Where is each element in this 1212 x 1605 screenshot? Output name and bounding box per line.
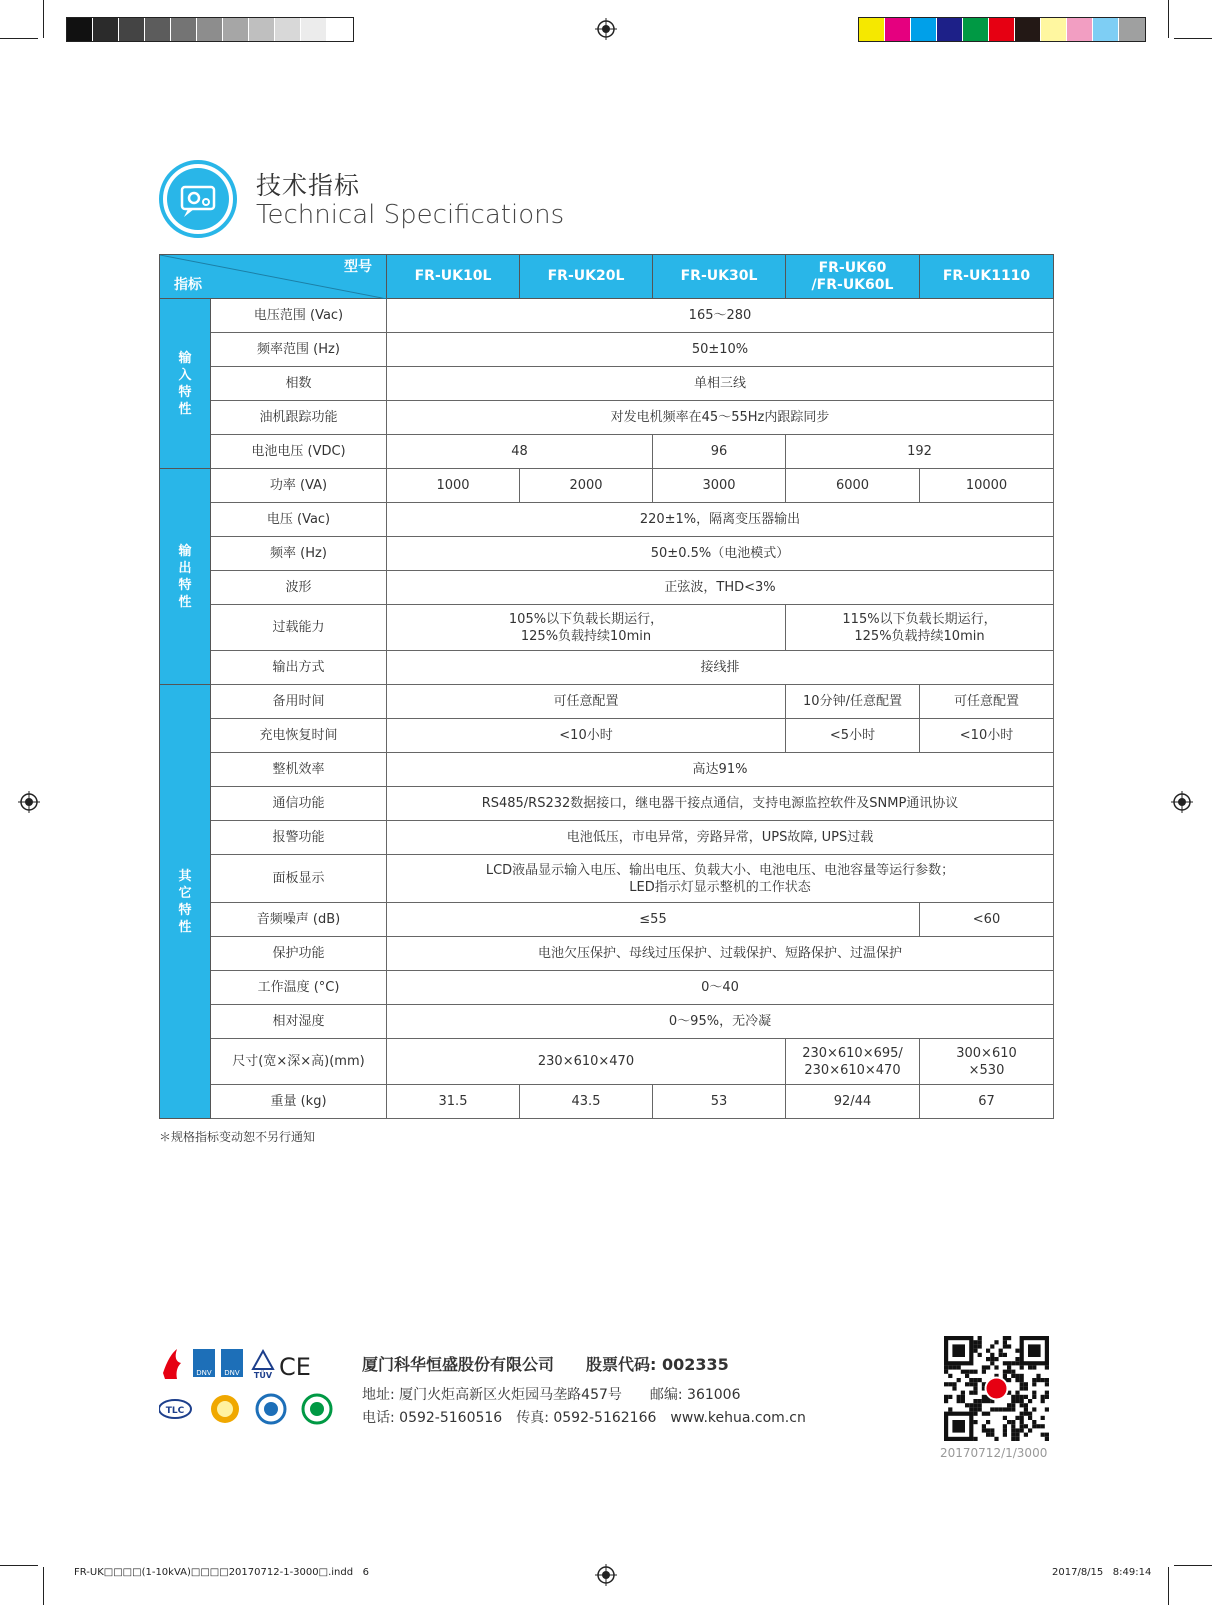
registration-mark-icon <box>1171 791 1193 813</box>
cell-value: 165～280 <box>387 299 1054 333</box>
cell-value: 10分钟/任意配置 <box>786 685 920 719</box>
cell-value: 2000 <box>520 469 653 503</box>
registration-mark-icon <box>18 791 40 813</box>
file-slug: FR-UK□□□□(1-10kVA)□□□□20170712-1-3000□.indd 6 <box>74 1567 369 1578</box>
color-swatch <box>885 18 911 41</box>
cell-value: 0～40 <box>387 971 1054 1005</box>
svg-text:DNV: DNV <box>224 1369 240 1377</box>
group-output-label: 输 出 特 性 <box>160 469 211 685</box>
table-row <box>160 651 1054 685</box>
color-swatch <box>963 18 989 41</box>
row-label: 功率 (VA) <box>211 469 387 503</box>
color-swatch <box>937 18 963 41</box>
dnv-logo-icon <box>193 1349 243 1377</box>
crop-mark <box>1174 38 1212 39</box>
group-other-label: 其 它 特 性 <box>160 685 211 1119</box>
color-swatch <box>1119 18 1145 41</box>
cell-value: 53 <box>653 1085 786 1119</box>
cell-value: 50±0.5%（电池模式） <box>387 537 1054 571</box>
tlc-logo-icon <box>159 1400 191 1418</box>
color-swatch <box>171 18 197 41</box>
row-label: 重量 (kg) <box>211 1085 387 1119</box>
cell-value: 单相三线 <box>387 367 1054 401</box>
green-seal-icon <box>303 1395 331 1423</box>
table-header-row <box>160 255 1054 299</box>
table-row <box>160 821 1054 855</box>
cell-value: 电池低压，市电异常，旁路异常，UPS故障, UPS过载 <box>387 821 1054 855</box>
registration-mark-icon <box>595 1564 617 1586</box>
quality-seal-icon <box>257 1395 285 1423</box>
cell-value: ≤55 <box>387 903 920 937</box>
cell-value: 105%以下负载长期运行， 125%负载持续10min <box>387 605 786 651</box>
row-label: 输出方式 <box>211 651 387 685</box>
svg-text:TLC: TLC <box>165 1406 185 1416</box>
svg-text:TÜV: TÜV <box>253 1371 273 1380</box>
cell-value: 3000 <box>653 469 786 503</box>
color-swatch <box>1067 18 1093 41</box>
cell-value: 92/44 <box>786 1085 920 1119</box>
table-row <box>160 571 1054 605</box>
grayscale-bar <box>66 17 354 42</box>
row-label: 音频噪声 (dB) <box>211 903 387 937</box>
table-row <box>160 469 1054 503</box>
row-label: 波形 <box>211 571 387 605</box>
row-label: 电压 (Vac) <box>211 503 387 537</box>
model-header: FR-UK10L <box>387 255 520 299</box>
crop-mark <box>1168 0 1169 38</box>
certification-logos <box>159 1345 339 1425</box>
cell-value: 220±1%，隔离变压器输出 <box>387 503 1054 537</box>
page-title: 技术指标 <box>256 171 361 200</box>
award-seal-icon <box>211 1395 239 1423</box>
cell-value: 230×610×470 <box>387 1039 786 1085</box>
row-label: 过载能力 <box>211 605 387 651</box>
color-swatch <box>301 18 327 41</box>
table-row <box>160 971 1054 1005</box>
color-swatch <box>327 18 353 41</box>
cell-value: 31.5 <box>387 1085 520 1119</box>
cell-value: 6000 <box>786 469 920 503</box>
color-swatch <box>859 18 885 41</box>
color-swatch <box>275 18 301 41</box>
cell-value: 50±10% <box>387 333 1054 367</box>
color-swatch <box>119 18 145 41</box>
cell-value: 正弦波，THD<3% <box>387 571 1054 605</box>
cell-value: 300×610 ×530 <box>920 1039 1054 1085</box>
cell-value: <5小时 <box>786 719 920 753</box>
color-swatch <box>249 18 275 41</box>
row-label: 整机效率 <box>211 753 387 787</box>
table-row <box>160 753 1054 787</box>
company-name: 厦门科华恒盛股份有限公司 股票代码: 002335 <box>362 1355 729 1374</box>
color-swatch <box>1015 18 1041 41</box>
table-row <box>160 333 1054 367</box>
color-swatch <box>197 18 223 41</box>
cell-value: RS485/RS232数据接口，继电器干接点通信，支持电源监控软件及SNMP通讯协议 <box>387 787 1054 821</box>
group-input-label: 输 入 特 性 <box>160 299 211 469</box>
table-row <box>160 401 1054 435</box>
row-label: 频率范围 (Hz) <box>211 333 387 367</box>
cell-value: LCD液晶显示输入电压、输出电压、负载大小、电池电压、电池容量等运行参数； LED指示灯显示整机的工作状态 <box>387 855 1054 903</box>
registration-mark-icon <box>595 18 617 40</box>
table-row <box>160 903 1054 937</box>
cell-value: 48 <box>387 435 653 469</box>
color-swatch <box>911 18 937 41</box>
row-label: 相对湿度 <box>211 1005 387 1039</box>
row-label: 报警功能 <box>211 821 387 855</box>
cell-value: <10小时 <box>920 719 1054 753</box>
row-label: 频率 (Hz) <box>211 537 387 571</box>
cell-value: 1000 <box>387 469 520 503</box>
crop-mark <box>1174 1565 1212 1566</box>
table-row <box>160 299 1054 333</box>
company-address: 地址: 厦门火炬高新区火炬园马垄路457号 邮编: 361006 <box>362 1387 741 1403</box>
cell-value: 电池欠压保护、母线过压保护、过载保护、短路保护、过温保护 <box>387 937 1054 971</box>
color-swatch <box>67 18 93 41</box>
corner-model-label: 型号 <box>344 259 372 275</box>
cell-value: 115%以下负载长期运行， 125%负载持续10min <box>786 605 1054 651</box>
cell-value: 对发电机频率在45～55Hz内跟踪同步 <box>387 401 1054 435</box>
row-label: 保护功能 <box>211 937 387 971</box>
table-row <box>160 605 1054 651</box>
color-swatch <box>93 18 119 41</box>
row-label: 电池电压 (VDC) <box>211 435 387 469</box>
row-label: 充电恢复时间 <box>211 719 387 753</box>
table-row <box>160 1085 1054 1119</box>
model-header: FR-UK20L <box>520 255 653 299</box>
color-swatch <box>1041 18 1067 41</box>
spec-table <box>159 254 1054 1119</box>
table-corner-cell <box>160 255 387 299</box>
table-row <box>160 719 1054 753</box>
row-label: 油机跟踪功能 <box>211 401 387 435</box>
cell-value: 230×610×695/ 230×610×470 <box>786 1039 920 1085</box>
cell-value: 0～95%，无冷凝 <box>387 1005 1054 1039</box>
table-row <box>160 503 1054 537</box>
crop-mark <box>0 1565 38 1566</box>
row-label: 相数 <box>211 367 387 401</box>
corner-index-label: 指标 <box>174 277 202 293</box>
cell-value: 43.5 <box>520 1085 653 1119</box>
row-label: 尺寸(宽×深×高)(mm) <box>211 1039 387 1085</box>
table-row <box>160 1039 1054 1085</box>
model-header: FR-UK60 /FR-UK60L <box>786 255 920 299</box>
table-row <box>160 787 1054 821</box>
company-contact: 电话: 0592-5160516 传真: 0592-5162166 www.kehua.com.cn <box>362 1410 806 1426</box>
color-swatch <box>1093 18 1119 41</box>
row-label: 面板显示 <box>211 855 387 903</box>
color-swatch <box>223 18 249 41</box>
date-slug: 2017/8/15 8:49:14 <box>1052 1567 1152 1578</box>
table-row <box>160 435 1054 469</box>
row-label: 备用时间 <box>211 685 387 719</box>
cell-value: 可任意配置 <box>387 685 786 719</box>
table-row <box>160 367 1054 401</box>
cell-value: 192 <box>786 435 1054 469</box>
color-swatch <box>989 18 1015 41</box>
color-swatch <box>145 18 171 41</box>
row-label: 电压范围 (Vac) <box>211 299 387 333</box>
cell-value: 67 <box>920 1085 1054 1119</box>
ce-logo-icon <box>279 1353 311 1381</box>
cell-value: 可任意配置 <box>920 685 1054 719</box>
cell-value: 10000 <box>920 469 1054 503</box>
cell-value: 高达91% <box>387 753 1054 787</box>
qr-code-icon <box>944 1336 1049 1441</box>
cell-value: 96 <box>653 435 786 469</box>
crop-mark <box>43 0 44 38</box>
row-label: 工作温度 (°C) <box>211 971 387 1005</box>
crop-mark <box>43 1567 44 1605</box>
cell-value: <10小时 <box>387 719 786 753</box>
crop-mark <box>0 38 38 39</box>
footnote: ＊规格指标变动恕不另行通知 <box>159 1130 316 1144</box>
color-bar <box>858 17 1146 42</box>
model-header: FR-UK1110 <box>920 255 1054 299</box>
table-row <box>160 685 1054 719</box>
svg-text:DNV: DNV <box>196 1369 212 1377</box>
flame-logo-icon <box>163 1349 181 1379</box>
table-row <box>160 937 1054 971</box>
tuv-logo-icon <box>253 1351 273 1380</box>
table-row <box>160 1005 1054 1039</box>
table-row <box>160 537 1054 571</box>
svg-text:CE: CE <box>279 1353 311 1381</box>
print-code: 20170712/1/3000 <box>940 1446 1048 1460</box>
cell-value: <60 <box>920 903 1054 937</box>
cell-value: 接线排 <box>387 651 1054 685</box>
row-label: 通信功能 <box>211 787 387 821</box>
gear-settings-icon <box>158 159 238 239</box>
page-subtitle: Technical Specifications <box>256 200 565 230</box>
table-row <box>160 855 1054 903</box>
crop-mark <box>1168 1567 1169 1605</box>
model-header: FR-UK30L <box>653 255 786 299</box>
